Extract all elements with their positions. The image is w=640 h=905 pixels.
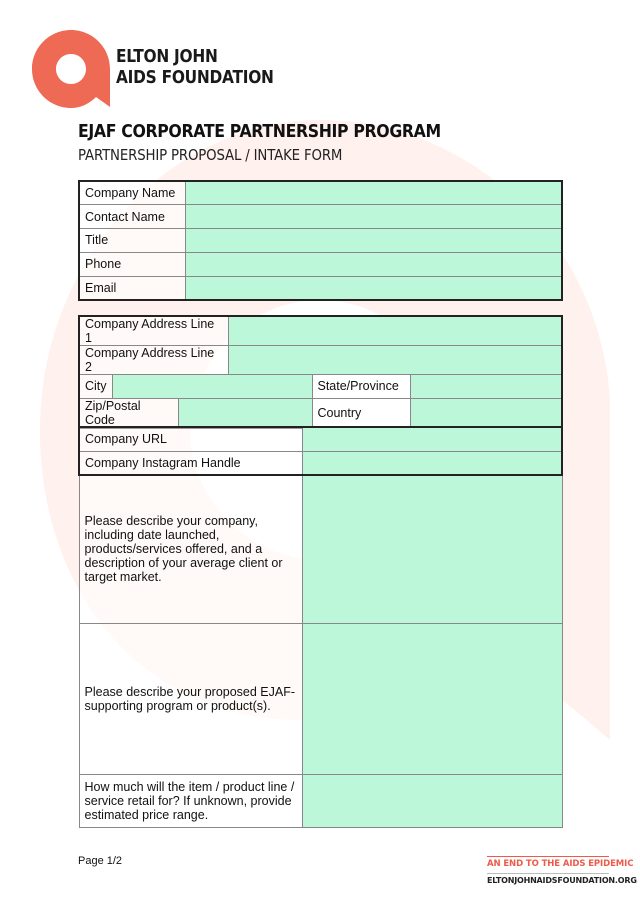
- table-row: [79, 229, 562, 253]
- describe-program-label: Please describe your proposed EJAF-supporting program or product(s).: [79, 623, 302, 774]
- city-label: City: [79, 375, 112, 399]
- state-label: State/Province: [312, 375, 410, 399]
- table-row: [79, 427, 562, 451]
- table-row: [79, 774, 562, 827]
- table-row: [79, 346, 562, 375]
- city-field[interactable]: [112, 375, 312, 399]
- zip-field[interactable]: [178, 398, 312, 428]
- email-label: Email: [79, 276, 185, 300]
- company-name-label: Company Name: [79, 181, 185, 205]
- brand-name: [116, 47, 274, 89]
- brand-line-2: AIDS FOUNDATION: [116, 68, 274, 88]
- table-row: [79, 451, 562, 475]
- table-row: [79, 181, 562, 205]
- address-line-2-field[interactable]: [228, 346, 562, 375]
- company-url-label: Company URL: [79, 427, 302, 451]
- company-url-field[interactable]: [302, 427, 562, 451]
- address-table: [78, 315, 563, 429]
- page-title: EJAF CORPORATE PARTNERSHIP PROGRAM: [78, 122, 441, 142]
- describe-program-field[interactable]: [302, 623, 562, 774]
- state-field[interactable]: [410, 375, 562, 399]
- instagram-field[interactable]: [302, 451, 562, 475]
- describe-company-label: Please describe your company, including date launched, products/services offered, and a description of your average client or target market.: [79, 475, 302, 623]
- country-field[interactable]: [410, 398, 562, 428]
- zip-label: Zip/Postal Code: [79, 398, 178, 428]
- table-row: [79, 398, 562, 428]
- table-row: [79, 475, 562, 623]
- page-number: Page 1/2: [78, 855, 123, 867]
- phone-field[interactable]: [185, 252, 562, 276]
- contact-name-label: Contact Name: [79, 205, 185, 229]
- describe-company-field[interactable]: [302, 475, 562, 623]
- company-name-field[interactable]: [185, 181, 562, 205]
- address-line-1-field[interactable]: [228, 316, 562, 346]
- contact-name-field[interactable]: [185, 205, 562, 229]
- contact-info-table: [78, 180, 563, 301]
- table-row: [79, 205, 562, 229]
- brand-line-1: ELTON JOHN: [116, 47, 218, 67]
- phone-label: Phone: [79, 252, 185, 276]
- table-row: [79, 623, 562, 774]
- footer-website-link[interactable]: ELTONJOHNAIDSFOUNDATION.ORG: [487, 873, 609, 885]
- retail-price-label: How much will the item / product line / service retail for? If unknown, provide estimated price range.: [79, 774, 302, 827]
- instagram-label: Company Instagram Handle: [79, 451, 302, 475]
- table-row: [79, 276, 562, 300]
- company-details-table: [78, 426, 563, 828]
- table-row: [79, 252, 562, 276]
- table-row: [79, 316, 562, 346]
- address-line-2-label: Company Address Line 2: [79, 346, 228, 375]
- address-line-1-label: Company Address Line 1: [79, 316, 228, 346]
- email-field[interactable]: [185, 276, 562, 300]
- country-label: Country: [312, 398, 410, 428]
- page-subtitle: PARTNERSHIP PROPOSAL / INTAKE FORM: [78, 146, 343, 164]
- title-label: Title: [79, 229, 185, 253]
- retail-price-field[interactable]: [302, 774, 562, 827]
- table-row: [79, 375, 562, 399]
- title-field[interactable]: [185, 229, 562, 253]
- footer-slogan: AN END TO THE AIDS EPIDEMIC: [487, 856, 609, 869]
- foundation-logo-icon: [32, 30, 110, 108]
